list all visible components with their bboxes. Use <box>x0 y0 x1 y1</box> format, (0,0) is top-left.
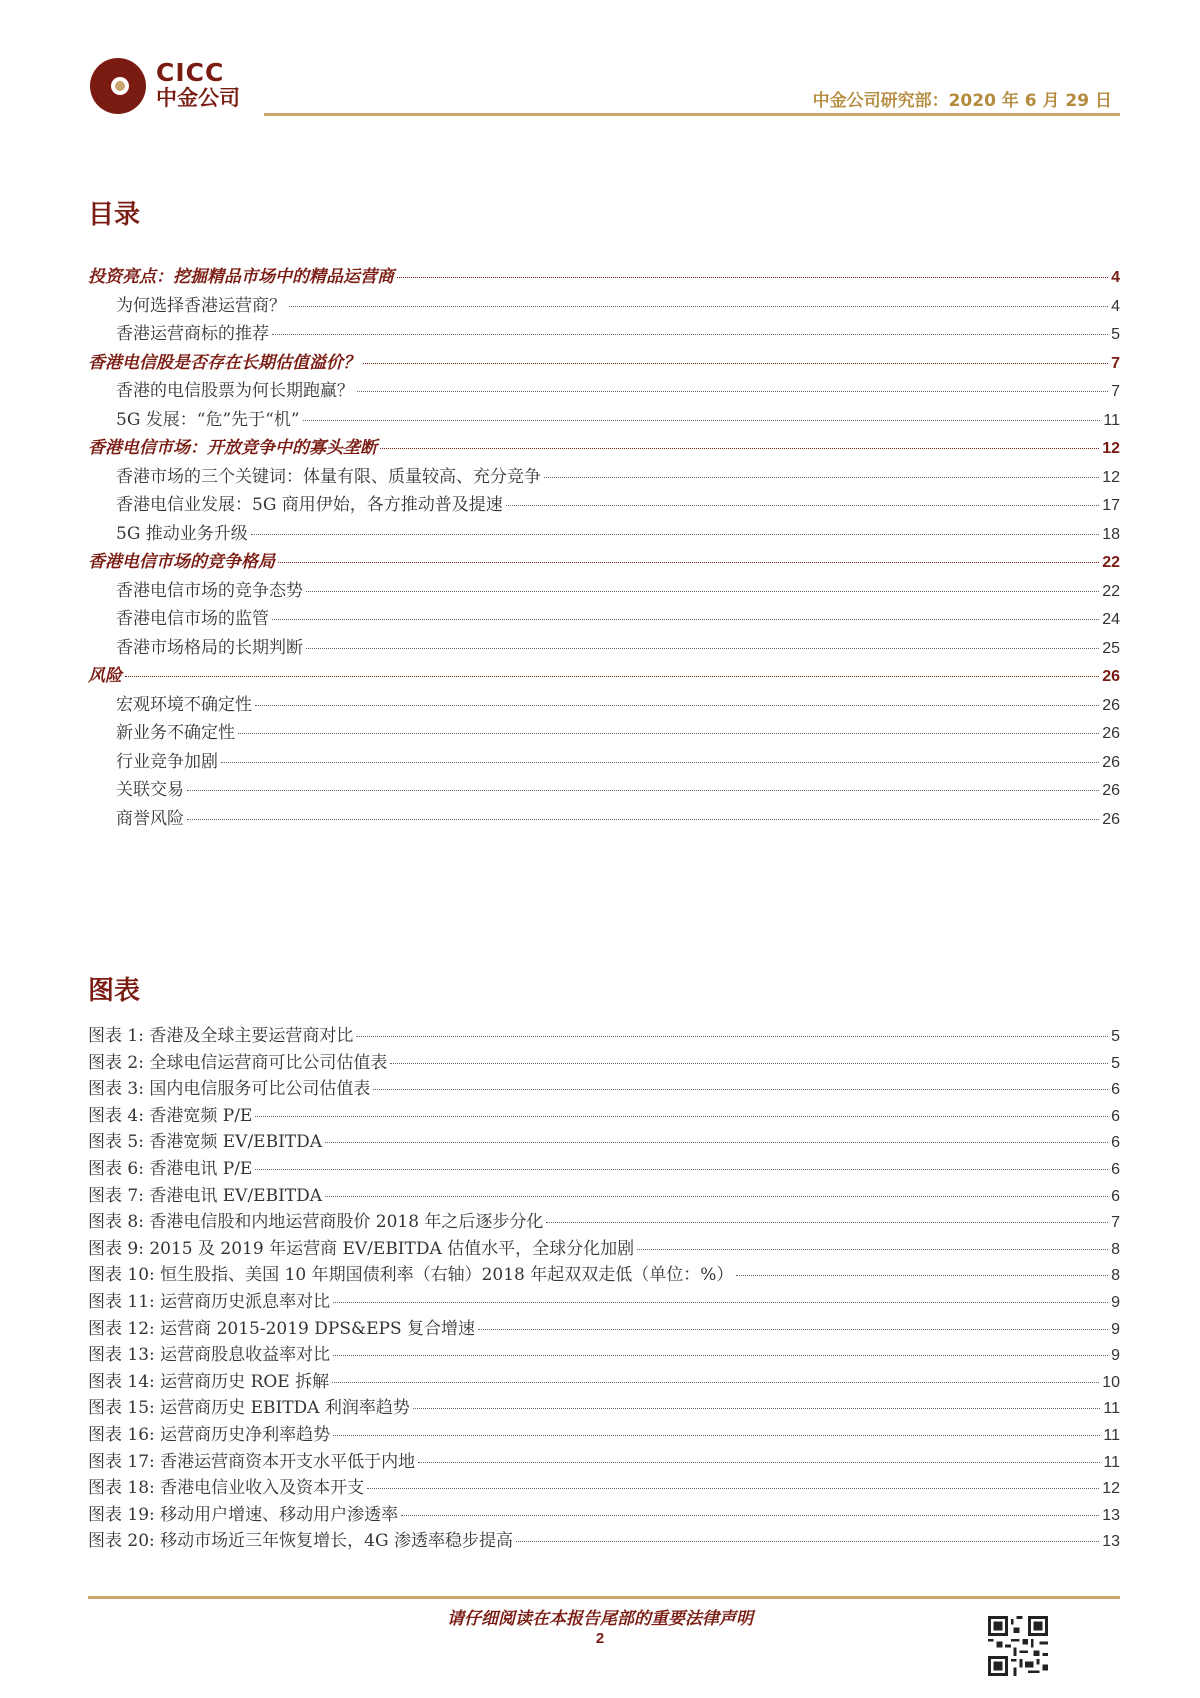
figure-entry-text: 图表 19: 移动用户增速、移动用户渗透率 <box>88 1504 399 1525</box>
figure-page-number: 5 <box>1111 1054 1120 1072</box>
dot-leader <box>255 1116 1108 1117</box>
toc-page-number: 4 <box>1111 269 1120 286</box>
dot-leader <box>325 1142 1108 1143</box>
figure-page-number: 6 <box>1111 1187 1120 1205</box>
figure-list-link[interactable] <box>88 1021 1120 1048</box>
brand-name <box>156 60 240 110</box>
page-number: 2 <box>595 1630 605 1647</box>
toc-page-number: 26 <box>1102 782 1120 799</box>
dot-leader <box>380 448 1099 449</box>
figure-entry-text: 图表 1: 香港及全球主要运营商对比 <box>88 1026 354 1046</box>
header-divider <box>264 113 1120 116</box>
figure-entry-text: 图表 11: 运营商历史派息率对比 <box>88 1291 331 1312</box>
dot-leader <box>325 1196 1108 1197</box>
toc-entry-text: 香港电信市场的竞争态势 <box>116 580 303 601</box>
figure-entry-text: 图表 20: 移动市场近三年恢复增长，4G 渗透率稳步提高 <box>88 1531 513 1552</box>
figure-page-number: 5 <box>1111 1028 1120 1045</box>
figure-entry-text: 图表 16: 运营商历史净利率趋势 <box>88 1424 331 1445</box>
toc-entry-text: 香港的电信股票为何长期跑赢？ <box>116 381 354 401</box>
figure-page-number: 6 <box>1111 1160 1120 1178</box>
toc-entry-text: 商誉风险 <box>116 808 184 829</box>
figure-list-link[interactable] <box>88 1260 1120 1287</box>
contents-title: 目录 <box>88 200 141 230</box>
toc-subsection-link[interactable] <box>88 576 1120 605</box>
figure-list-link[interactable] <box>88 1393 1120 1420</box>
figure-list-link[interactable] <box>88 1074 1120 1101</box>
figure-page-number: 9 <box>1111 1347 1120 1365</box>
toc-page-number: 25 <box>1102 639 1120 657</box>
dot-leader <box>373 1089 1108 1090</box>
toc-page-number: 26 <box>1102 810 1120 828</box>
dot-leader <box>272 619 1099 620</box>
figure-page-number: 6 <box>1111 1081 1120 1099</box>
brand-chinese: 中金公司 <box>156 86 240 110</box>
dot-leader <box>367 1488 1099 1489</box>
dot-leader <box>255 1169 1108 1170</box>
contents-list <box>88 262 1120 832</box>
figure-entry-text: 图表 13: 运营商股息收益率对比 <box>88 1345 331 1366</box>
toc-page-number: 22 <box>1102 554 1120 571</box>
figure-list-link[interactable] <box>88 1473 1120 1500</box>
toc-entry-text: 5G 发展：“危”先于“机” <box>116 409 300 430</box>
toc-subsection-link[interactable] <box>88 462 1120 491</box>
toc-entry-text: 风险 <box>88 666 122 686</box>
dot-leader <box>356 1036 1108 1037</box>
figure-page-number: 9 <box>1111 1293 1120 1311</box>
figure-page-number: 7 <box>1111 1214 1120 1232</box>
figures-title: 图表 <box>88 976 141 1006</box>
figure-page-number: 8 <box>1111 1240 1120 1258</box>
toc-page-number: 7 <box>1111 383 1120 400</box>
dot-leader <box>333 1435 1100 1436</box>
toc-page-number: 26 <box>1102 668 1120 685</box>
toc-page-number: 24 <box>1102 611 1120 628</box>
toc-subsection-link[interactable] <box>88 519 1120 548</box>
figure-page-number: 8 <box>1111 1267 1120 1285</box>
toc-subsection-link[interactable] <box>88 775 1120 804</box>
figure-page-number: 13 <box>1102 1533 1120 1551</box>
cicc-logo-icon <box>88 56 148 116</box>
dot-leader <box>478 1329 1108 1330</box>
dot-leader <box>413 1408 1101 1409</box>
figure-list-link[interactable] <box>88 1207 1120 1234</box>
figure-entry-text: 图表 4: 香港宽频 P/E <box>88 1105 253 1126</box>
dot-leader <box>401 1515 1099 1516</box>
figure-entry-text: 图表 8: 香港电信股和内地运营商股价 2018 年之后逐步分化 <box>88 1212 544 1233</box>
figure-entry-text: 图表 12: 运营商 2015-2019 DPS&EPS 复合增速 <box>88 1318 475 1339</box>
toc-entry-text: 香港市场格局的长期判断 <box>116 637 303 658</box>
figure-entry-text: 图表 3: 国内电信服务可比公司估值表 <box>88 1079 371 1100</box>
toc-entry-text: 为何选择香港运营商？ <box>116 295 286 316</box>
toc-subsection-link[interactable] <box>88 747 1120 776</box>
toc-page-number: 17 <box>1102 497 1120 514</box>
figure-list-link[interactable] <box>88 1447 1120 1474</box>
figure-entry-text: 图表 18: 香港电信业收入及资本开支 <box>88 1478 365 1499</box>
toc-subsection-link[interactable] <box>88 690 1120 719</box>
dot-leader <box>306 591 1099 592</box>
legal-notice: 请仔细阅读在本报告尾部的重要法律声明 <box>447 1609 753 1629</box>
dot-leader <box>333 1302 1108 1303</box>
page-header <box>88 56 1120 120</box>
toc-entry-text: 香港电信股是否存在长期估值溢价？ <box>88 352 360 373</box>
toc-entry-text: 香港电信业发展：5G 商用伊始，各方推动普及提速 <box>116 495 503 515</box>
figure-entry-text: 图表 14: 运营商历史 ROE 拆解 <box>88 1371 330 1392</box>
dot-leader <box>272 334 1108 335</box>
dot-leader <box>736 1275 1108 1276</box>
figure-page-number: 11 <box>1103 1453 1120 1471</box>
figure-entry-text: 图表 6: 香港电讯 P/E <box>88 1158 253 1179</box>
toc-subsection-link[interactable] <box>88 604 1120 633</box>
dot-leader <box>251 534 1099 535</box>
figure-list-link[interactable] <box>88 1420 1120 1447</box>
dot-leader <box>238 733 1099 734</box>
toc-entry-text: 宏观环境不确定性 <box>116 694 252 715</box>
dot-leader <box>125 676 1099 677</box>
dot-leader <box>418 1462 1100 1463</box>
toc-entry-text: 香港电信市场的竞争格局 <box>88 552 275 572</box>
dot-leader <box>357 391 1108 392</box>
dot-leader <box>363 363 1108 364</box>
research-date: 中金公司研究部：2020 年 6 月 29 日 <box>812 91 1112 111</box>
dot-leader <box>306 648 1099 649</box>
toc-subsection-link[interactable] <box>88 633 1120 662</box>
dot-leader <box>516 1541 1099 1542</box>
dot-leader <box>544 477 1099 478</box>
figure-entry-text: 图表 10: 恒生股指、美国 10 年期国债利率（右轴）2018 年起双双走低（单位：%） <box>88 1265 734 1286</box>
toc-section-link[interactable] <box>88 348 1120 377</box>
toc-section-link[interactable] <box>88 433 1120 462</box>
toc-page-number: 11 <box>1103 411 1120 429</box>
dot-leader <box>255 705 1099 706</box>
toc-subsection-link[interactable] <box>88 405 1120 434</box>
toc-page-number: 26 <box>1102 696 1120 714</box>
toc-page-number: 18 <box>1102 525 1120 543</box>
toc-entry-text: 香港电信市场：开放竞争中的寡头垄断 <box>88 438 377 458</box>
dot-leader <box>637 1249 1108 1250</box>
figure-entry-text: 图表 2: 全球电信运营商可比公司估值表 <box>88 1052 388 1073</box>
dot-leader <box>187 790 1099 791</box>
figure-page-number: 10 <box>1102 1373 1120 1391</box>
figure-page-number: 6 <box>1111 1134 1120 1152</box>
toc-page-number: 22 <box>1102 582 1120 600</box>
toc-section-link[interactable] <box>88 547 1120 576</box>
dot-leader <box>278 562 1099 563</box>
figure-list-link[interactable] <box>88 1234 1120 1261</box>
toc-section-link[interactable] <box>88 661 1120 690</box>
figure-list-link[interactable] <box>88 1340 1120 1367</box>
figure-entry-text: 图表 17: 香港运营商资本开支水平低于内地 <box>88 1451 416 1472</box>
toc-page-number: 5 <box>1111 326 1120 343</box>
figure-entry-text: 图表 15: 运营商历史 EBITDA 利润率趋势 <box>88 1398 410 1419</box>
figure-list-link[interactable] <box>88 1101 1120 1128</box>
toc-entry-text: 关联交易 <box>116 780 184 800</box>
figure-list-link[interactable] <box>88 1287 1120 1314</box>
toc-entry-text: 香港电信市场的监管 <box>116 609 269 629</box>
toc-entry-text: 5G 推动业务升级 <box>116 523 248 544</box>
toc-page-number: 26 <box>1102 753 1120 771</box>
figure-list-link[interactable] <box>88 1181 1120 1208</box>
figure-page-number: 11 <box>1103 1400 1120 1418</box>
figure-entry-text: 图表 5: 香港宽频 EV/EBITDA <box>88 1132 323 1153</box>
dot-leader <box>506 505 1099 506</box>
figure-page-number: 11 <box>1103 1426 1120 1444</box>
figure-page-number: 12 <box>1102 1480 1120 1498</box>
figure-list-link[interactable] <box>88 1314 1120 1341</box>
dot-leader <box>333 1355 1108 1356</box>
dot-leader <box>221 762 1099 763</box>
figure-list-link[interactable] <box>88 1367 1120 1394</box>
toc-subsection-link[interactable] <box>88 718 1120 747</box>
toc-subsection-link[interactable] <box>88 291 1120 320</box>
figure-page-number: 13 <box>1102 1506 1120 1524</box>
figure-entry-text: 图表 7: 香港电讯 EV/EBITDA <box>88 1185 323 1206</box>
dot-leader <box>303 420 1101 421</box>
figure-entry-text: 图表 9: 2015 及 2019 年运营商 EV/EBITDA 估值水平，全球分化加剧 <box>88 1238 635 1259</box>
qr-code-icon <box>988 1616 1048 1676</box>
figure-page-number: 6 <box>1111 1107 1120 1125</box>
figure-list-link[interactable] <box>88 1526 1120 1553</box>
toc-page-number: 12 <box>1102 468 1120 486</box>
dot-leader <box>187 819 1099 820</box>
footer-divider <box>88 1596 1120 1599</box>
figure-list-link[interactable] <box>88 1500 1120 1527</box>
figure-page-number: 9 <box>1111 1320 1120 1338</box>
figures-list <box>88 1021 1120 1553</box>
toc-page-number: 12 <box>1102 440 1120 457</box>
toc-entry-text: 新业务不确定性 <box>116 723 235 743</box>
toc-entry-text: 香港市场的三个关键词：体量有限、质量较高、充分竞争 <box>116 466 541 487</box>
toc-subsection-link[interactable] <box>88 804 1120 833</box>
toc-subsection-link[interactable] <box>88 319 1120 348</box>
toc-entry-text: 行业竞争加剧 <box>116 751 218 772</box>
toc-page-number: 26 <box>1102 725 1120 742</box>
figure-list-link[interactable] <box>88 1154 1120 1181</box>
dot-leader <box>390 1063 1108 1064</box>
toc-page-number: 7 <box>1111 354 1120 372</box>
toc-entry-text: 投资亮点：挖掘精品市场中的精品运营商 <box>88 267 394 287</box>
toc-subsection-link[interactable] <box>88 376 1120 405</box>
figure-list-link[interactable] <box>88 1048 1120 1075</box>
figure-list-link[interactable] <box>88 1127 1120 1154</box>
brand-english: CICC <box>156 58 225 87</box>
dot-leader <box>397 277 1108 278</box>
toc-subsection-link[interactable] <box>88 490 1120 519</box>
dot-leader <box>289 306 1108 307</box>
toc-page-number: 4 <box>1111 297 1120 315</box>
dot-leader <box>332 1382 1099 1383</box>
dot-leader <box>546 1222 1108 1223</box>
toc-section-link[interactable] <box>88 262 1120 291</box>
toc-entry-text: 香港运营商标的推荐 <box>116 324 269 344</box>
